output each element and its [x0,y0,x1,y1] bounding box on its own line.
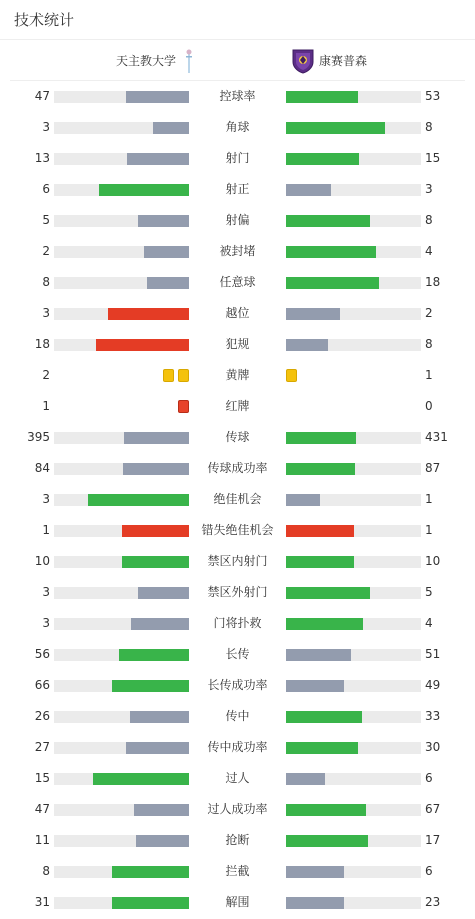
away-stat-bar-fill [286,91,358,103]
home-stat-bar [54,587,189,599]
home-stat-bar-fill [136,835,189,847]
stat-label: 角球 [225,120,250,134]
home-stat-bar-fill [119,649,189,661]
away-stat-bar-fill [286,835,368,847]
home-stat-value: 2 [42,368,50,382]
stat-row [0,701,475,732]
away-stat-bar [286,804,421,816]
away-stat-bar-fill [286,339,328,351]
away-stat-value: 6 [425,771,433,785]
away-stat-bar [286,494,421,506]
home-stat-bar [54,804,189,816]
stat-row [0,732,475,763]
away-stat-bar-fill [286,184,331,196]
away-stat-value: 8 [425,337,433,351]
stat-row [0,174,475,205]
stat-label: 传球成功率 [207,461,268,475]
away-stat-value: 87 [425,461,441,475]
stat-row [0,608,475,639]
home-stat-bar [54,432,189,444]
away-team-crest-icon [292,48,314,74]
home-stat-bar-fill [122,525,190,537]
home-stat-value: 3 [42,306,50,320]
away-stat-value: 30 [425,740,441,754]
stat-label: 长传成功率 [207,678,268,692]
stat-label: 射门 [225,151,250,165]
home-stat-bar [54,680,189,692]
away-team-name: 康赛普森 [319,54,368,68]
away-stat-bar-fill [286,122,385,134]
stat-row [0,236,475,267]
stat-row [0,856,475,887]
away-stat-bar-fill [286,773,325,785]
away-stat-bar [286,835,421,847]
stat-label: 拦截 [225,864,250,878]
home-stat-bar [54,866,189,878]
home-stat-value: 47 [34,89,50,103]
away-stat-bar [286,618,421,630]
away-stat-bar [286,742,421,754]
stat-label: 错失绝佳机会 [201,523,274,537]
stat-row [0,267,475,298]
home-stat-bar-fill [131,618,189,630]
stat-row [0,360,475,391]
away-stat-bar [286,649,421,661]
stat-label: 长传 [225,647,250,661]
stat-label: 门将扑救 [213,616,262,630]
stat-row [0,422,475,453]
home-stat-value: 3 [42,616,50,630]
away-stat-bar [286,339,421,351]
away-stat-bar-fill [286,742,358,754]
stat-row [0,329,475,360]
stat-label: 抢断 [225,833,250,847]
home-stat-bar [54,556,189,568]
away-stat-value: 8 [425,120,433,134]
away-stat-value: 4 [425,244,433,258]
away-stat-value: 8 [425,213,433,227]
red-card-icon [178,400,189,413]
home-stat-bar-fill [124,432,189,444]
away-stat-value: 1 [425,523,433,537]
stat-label: 射正 [225,182,250,196]
away-stat-bar [286,866,421,878]
home-stat-bar [54,711,189,723]
away-stat-value: 6 [425,864,433,878]
stat-label: 任意球 [219,275,256,289]
away-stat-value: 18 [425,275,441,289]
away-stat-bar [286,432,421,444]
home-stat-bar [54,525,189,537]
away-stat-bar-fill [286,432,356,444]
home-stat-bar [54,277,189,289]
home-stat-value: 66 [34,678,50,692]
home-stat-value: 1 [42,399,50,413]
home-stat-bar [54,91,189,103]
away-stat-bar [286,215,421,227]
stat-label: 过人成功率 [207,802,268,816]
home-stat-bar [54,215,189,227]
away-stat-bar-fill [286,556,354,568]
home-team-name: 天主教大学 [115,54,176,68]
stat-label: 绝佳机会 [213,492,262,506]
home-cards [163,369,189,382]
away-stat-value: 431 [425,430,448,444]
home-stat-bar [54,463,189,475]
home-stat-bar-fill [99,184,189,196]
stat-label: 传中 [225,709,250,723]
stat-label: 越位 [225,306,250,320]
stat-label: 禁区外射门 [207,585,268,599]
away-stat-value: 33 [425,709,441,723]
home-stat-value: 6 [42,182,50,196]
home-stat-value: 13 [34,151,50,165]
home-stat-value: 31 [34,895,50,909]
away-stat-bar [286,680,421,692]
home-stat-bar [54,308,189,320]
stat-row [0,112,475,143]
page-title: 技术统计 [14,11,75,29]
away-stat-bar [286,308,421,320]
home-stat-bar-fill [112,866,189,878]
away-stat-bar-fill [286,277,379,289]
away-stat-value: 2 [425,306,433,320]
home-stat-bar-fill [112,680,189,692]
home-stat-bar [54,835,189,847]
stat-row [0,763,475,794]
away-stat-bar-fill [286,804,366,816]
home-stat-bar-fill [93,773,189,785]
home-stat-bar [54,897,189,909]
away-stat-value: 51 [425,647,441,661]
away-stat-bar-fill [286,153,359,165]
stat-row [0,453,475,484]
home-stat-bar [54,649,189,661]
home-stat-bar [54,494,189,506]
stat-row [0,515,475,546]
stat-row [0,794,475,825]
stat-row [0,639,475,670]
yellow-card-icon [163,369,174,382]
away-stat-bar-fill [286,711,362,723]
away-stat-bar [286,277,421,289]
away-stat-bar [286,153,421,165]
home-stat-value: 3 [42,585,50,599]
stat-row [0,577,475,608]
stat-label: 过人 [225,771,250,785]
home-stat-value: 18 [34,337,50,351]
away-stat-bar-fill [286,587,370,599]
home-stat-value: 84 [34,461,50,475]
away-stat-bar-fill [286,649,351,661]
home-stat-value: 8 [42,864,50,878]
home-stat-bar-fill [153,122,189,134]
home-stat-value: 1 [42,523,50,537]
home-stat-bar [54,184,189,196]
away-team[interactable] [292,41,367,81]
yellow-card-icon [178,369,189,382]
away-stat-bar-fill [286,308,340,320]
home-stat-value: 47 [34,802,50,816]
away-stat-bar-fill [286,680,344,692]
stat-label: 射偏 [225,213,250,227]
stat-row [0,670,475,701]
home-stat-value: 8 [42,275,50,289]
stat-row [0,825,475,856]
away-stat-bar-fill [286,866,344,878]
away-stat-value: 49 [425,678,441,692]
away-stat-bar-fill [286,246,376,258]
stat-row [0,298,475,329]
home-stat-bar [54,773,189,785]
away-stat-value: 17 [425,833,441,847]
home-cards [178,400,189,413]
home-stat-bar [54,742,189,754]
home-stat-bar-fill [138,587,189,599]
home-stat-value: 5 [42,213,50,227]
away-stat-value: 5 [425,585,433,599]
home-stat-bar [54,246,189,258]
home-stat-value: 26 [34,709,50,723]
home-team[interactable] [116,41,196,81]
stat-label: 黄牌 [225,368,250,382]
home-stat-value: 2 [42,244,50,258]
stat-row [0,143,475,174]
stat-label: 禁区内射门 [207,554,268,568]
home-stat-bar [54,339,189,351]
home-stat-value: 395 [27,430,50,444]
home-stat-value: 15 [34,771,50,785]
home-stat-bar-fill [147,277,189,289]
away-stat-bar [286,773,421,785]
away-stat-value: 67 [425,802,441,816]
stat-row [0,391,475,422]
stat-row [0,546,475,577]
away-stat-bar [286,184,421,196]
home-stat-bar-fill [134,804,189,816]
stat-row [0,887,475,918]
stat-label: 控球率 [219,89,256,103]
stat-label: 解围 [225,895,250,909]
away-stat-bar-fill [286,897,344,909]
stat-label: 红牌 [225,399,250,413]
away-stat-bar [286,463,421,475]
home-stat-bar [54,153,189,165]
stat-label: 被封堵 [219,244,256,258]
home-stat-bar [54,618,189,630]
away-stat-value: 3 [425,182,433,196]
away-stat-bar [286,556,421,568]
away-stat-bar [286,91,421,103]
away-cards [286,369,297,382]
away-stat-bar [286,525,421,537]
home-stat-bar-fill [126,91,189,103]
stat-row [0,81,475,112]
away-stat-value: 23 [425,895,441,909]
away-stat-bar-fill [286,463,355,475]
stat-label: 犯规 [225,337,250,351]
home-stat-bar-fill [123,463,189,475]
stat-row [0,205,475,236]
home-stat-value: 11 [34,833,50,847]
home-stat-value: 3 [42,492,50,506]
away-stat-value: 53 [425,89,441,103]
away-stat-bar [286,587,421,599]
away-stat-value: 10 [425,554,441,568]
away-stat-bar [286,711,421,723]
home-stat-bar-fill [144,246,189,258]
stat-label: 传球 [225,430,250,444]
home-stat-bar-fill [122,556,190,568]
home-stat-bar [54,122,189,134]
home-stat-bar-fill [130,711,189,723]
stats-header [0,0,475,40]
away-stat-bar-fill [286,525,354,537]
home-stat-bar-fill [127,153,189,165]
home-stat-bar-fill [126,742,189,754]
home-stat-value: 3 [42,120,50,134]
away-stat-value: 15 [425,151,441,165]
away-stat-bar [286,122,421,134]
away-stat-bar-fill [286,215,370,227]
away-stat-value: 1 [425,492,433,506]
teams-bar [10,41,465,81]
home-stat-bar-fill [112,897,189,909]
stat-row [0,484,475,515]
away-stat-bar [286,897,421,909]
home-stat-value: 10 [34,554,50,568]
away-stat-value: 0 [425,399,433,413]
home-team-crest-icon [182,48,196,74]
home-stat-bar-fill [108,308,189,320]
home-stat-value: 27 [34,740,50,754]
stat-label: 传中成功率 [207,740,268,754]
home-stat-bar-fill [88,494,189,506]
away-stat-value: 1 [425,368,433,382]
away-stat-value: 4 [425,616,433,630]
away-stat-bar-fill [286,618,363,630]
away-stat-bar-fill [286,494,320,506]
away-stat-bar [286,246,421,258]
home-stat-bar-fill [138,215,189,227]
home-stat-value: 56 [34,647,50,661]
home-stat-bar-fill [96,339,189,351]
stats-list [0,81,475,918]
yellow-card-icon [286,369,297,382]
